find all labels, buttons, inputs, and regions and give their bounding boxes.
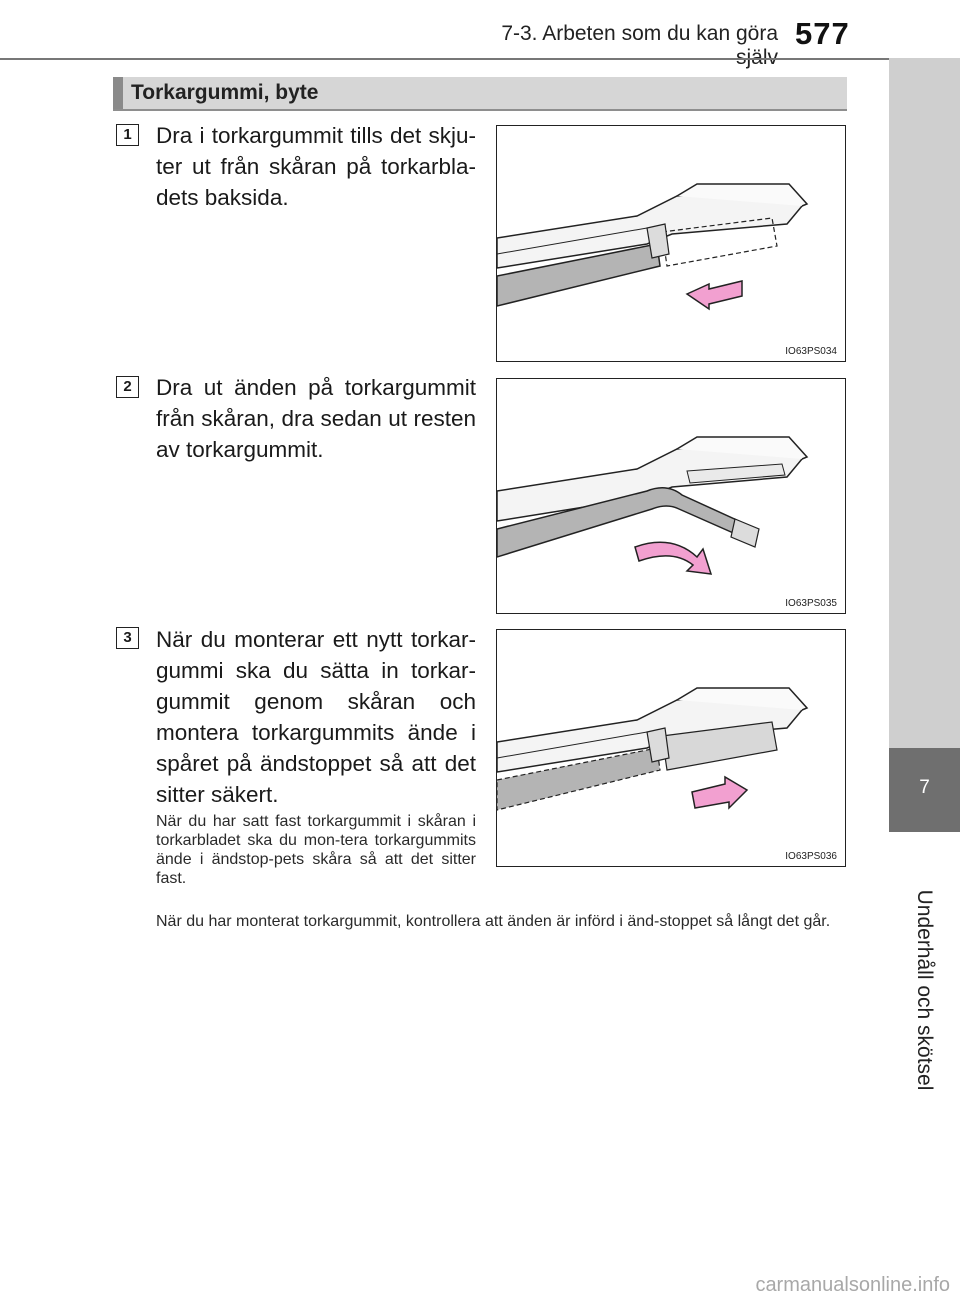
chapter-number-tab: 7: [889, 748, 960, 832]
step-3-text: När du monterar ett nytt torkar-gummi ska du sätta in torkar-gummit genom skåran och montera torkargummits ände i spåret på ändstoppet så att det sitter säkert.: [156, 627, 476, 807]
pull-arrow-left: [687, 281, 742, 309]
step-1-text: Dra i torkargummit tills det skju-ter ut från skåran på torkarbla-dets baksida.: [156, 123, 476, 210]
step-2-number: 2: [116, 376, 139, 398]
wiper-blade-illustration-1: [497, 126, 846, 362]
figure-code: IO63PS034: [785, 346, 837, 357]
section-heading: [113, 77, 847, 111]
chapter-title: Underhåll och skötsel: [913, 889, 936, 1091]
step-2-figure: [496, 378, 846, 614]
wiper-blade-illustration-2: [497, 379, 846, 614]
final-note: När du har monterat torkargummit, kontrollera att änden är införd i änd-stoppet så långt det går.: [156, 913, 831, 930]
header-section-title: 7-3. Arbeten som du kan göra själv: [501, 22, 778, 69]
step-3-note: När du har satt fast torkargummit i skåran i torkarbladet ska du mon-tera torkargummits ände i ändstop-pets skåra så att det sitter fast.: [156, 813, 476, 887]
figure-code: IO63PS036: [785, 851, 837, 862]
figure-code: IO63PS035: [785, 598, 837, 609]
wiper-blade-illustration-3: [497, 630, 846, 867]
section-heading-text: Torkargummi, byte: [131, 81, 319, 104]
insert-arrow-right: [692, 777, 747, 808]
step-1-number: 1: [116, 124, 139, 146]
step-3-figure: [496, 629, 846, 867]
section-heading-bar: [113, 77, 123, 109]
curved-pull-arrow: [635, 542, 711, 574]
side-tab-background: [889, 58, 960, 748]
page-number: 577: [795, 16, 850, 51]
header-divider: [0, 58, 960, 60]
step-1-figure: [496, 125, 846, 362]
step-2-text: Dra ut änden på torkargummit från skåran, dra sedan ut resten av torkargummit.: [156, 375, 476, 462]
watermark: carmanualsonline.info: [755, 1274, 950, 1296]
step-3-number: 3: [116, 627, 139, 649]
